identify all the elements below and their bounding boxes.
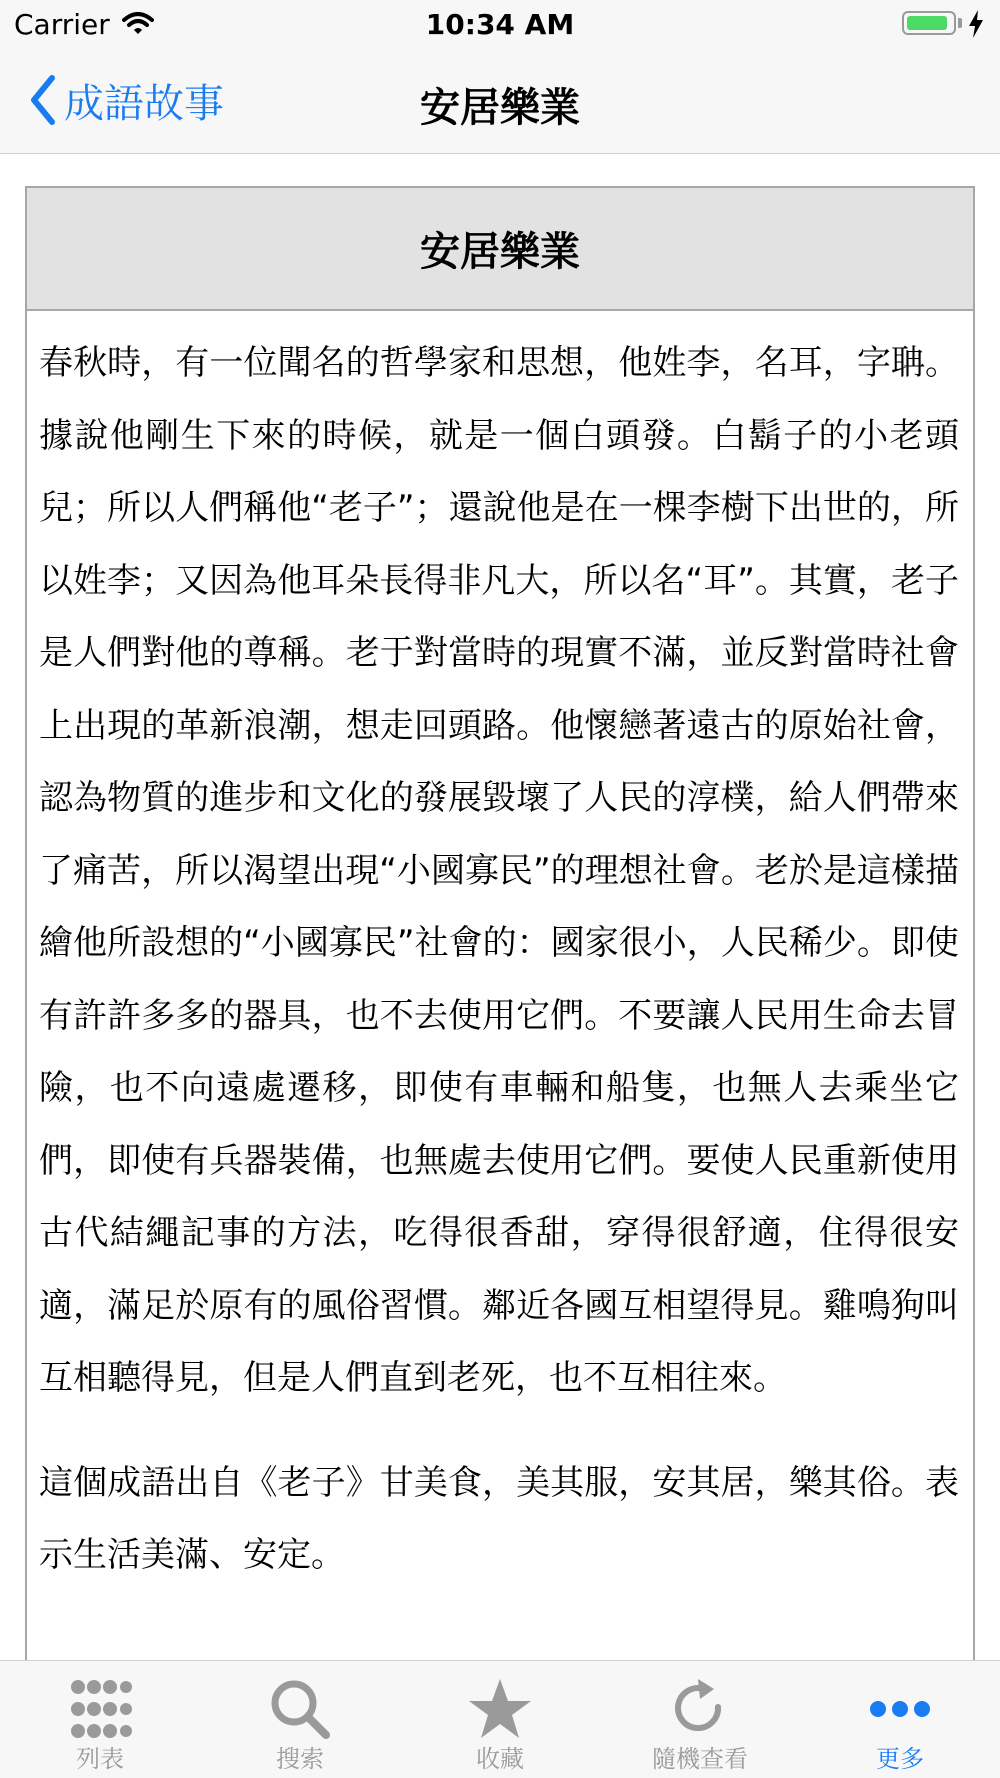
story-paragraph: 春秋時，有一位聞名的哲學家和思想，他姓李，名耳，字聃。據說他剛生下來的時候，就是一個白頭發。白鬍子的小老頭兒；所以人們稱他“老子”；還說他是在一棵李樹下出世的，所以姓李；又因為他耳朵長得非凡大，所以名“耳”。其實，老子是人們對他的尊稱。老于對當時的現實不滿，並反對當時社會上出現的革新浪潮，想走回頭路。他懷戀著遠古的原始社會，認為物質的進步和文化的發展毀壞了人民的淳樸，給人們帶來了痛苦，所以渴望出現“小國寡民”的理想社會。老於是這樣描繪他所設想的“小國寡民”社會的：國家很小，人民稀少。即使有許許多多的器具，也不去使用它們。不要讓人民用生命去冒險，也不向遠處遷移，即使有車輛和船隻，也無人去乘坐它們，即使有兵器裝備，也無處去使用它們。要使人民重新使用古代結繩記事的方法，吃得很香甜，穿得很舒適，住得很安適，滿足於原有的風俗習慣。鄰近各國互相望得見。雞鳴狗叫互相聽得見，但是人們直到老死，也不互相往來。 <box>39 343 959 1398</box>
charging-bolt-icon <box>968 10 984 38</box>
story-text[interactable] <box>27 311 973 1592</box>
tab-more[interactable] <box>800 1661 1000 1778</box>
card-title: 安居樂業 <box>27 188 973 311</box>
navigation-bar <box>0 50 1000 154</box>
tab-label: 收藏 <box>476 1745 524 1773</box>
battery-icon <box>902 11 956 35</box>
tab-favorites[interactable] <box>400 1661 600 1778</box>
tab-random[interactable] <box>600 1661 800 1778</box>
battery-cap <box>958 18 962 28</box>
tab-label: 更多 <box>876 1745 924 1773</box>
more-icon <box>868 1677 932 1741</box>
story-card <box>25 186 975 1666</box>
refresh-icon <box>668 1677 732 1741</box>
carrier-label: Carrier <box>14 8 110 41</box>
tab-list[interactable] <box>0 1661 200 1778</box>
page-title: 安居樂業 <box>420 85 580 131</box>
back-label: 成語故事 <box>64 80 224 127</box>
tab-label: 隨機查看 <box>652 1745 748 1773</box>
tab-label: 列表 <box>76 1745 124 1773</box>
tab-label: 搜索 <box>276 1745 324 1773</box>
status-bar <box>0 0 1000 50</box>
tab-bar <box>0 1660 1000 1778</box>
story-paragraph-source: 這個成語出自《老子》甘美食，美其服，安其居，樂其俗。表示生活美滿、安定。 <box>39 1462 959 1575</box>
tab-search[interactable] <box>200 1661 400 1778</box>
star-icon <box>468 1677 532 1741</box>
clock: 10:34 AM <box>425 8 575 41</box>
search-icon <box>268 1677 332 1741</box>
grid-icon <box>68 1677 132 1741</box>
battery-level <box>907 16 947 30</box>
